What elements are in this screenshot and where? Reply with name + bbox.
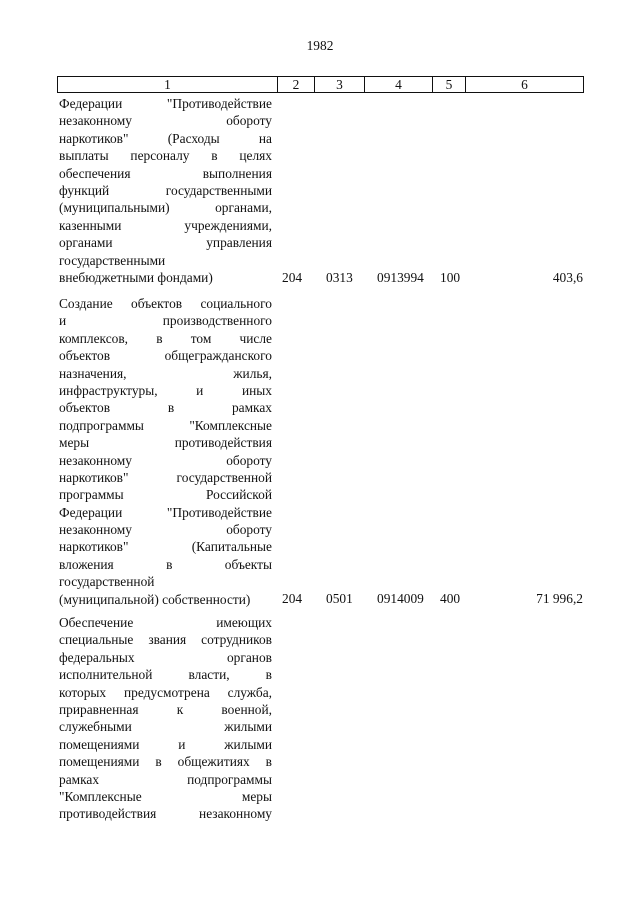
row-2-line: Создание объектов социального (59, 296, 272, 311)
header-col-3: 3 (315, 77, 365, 92)
row-1-line: Федерации "Противодействие (59, 96, 272, 111)
row-2-col-4: 0914009 (377, 591, 424, 606)
row-2-line: меры противодействия (59, 435, 272, 451)
row-3-line: "Комплексные меры (59, 788, 272, 804)
row-1-col-4: 0913994 (377, 270, 424, 285)
row-3-line: Обеспечение имеющих (59, 615, 272, 630)
row-1-line: (муниципальными) органами, (59, 200, 272, 216)
row-1-line: государственными (59, 252, 166, 268)
row-1-line: обеспечения выполнения (59, 165, 272, 181)
row-2-col-2: 204 (282, 591, 303, 606)
row-2-col-5: 400 (440, 591, 461, 606)
row-1-line: наркотиков" (Расходы на (59, 130, 272, 146)
row-3-line: приравненная к военной, (59, 701, 272, 717)
row-1-line: внебюджетными фондами) (59, 269, 213, 285)
header-col-2: 2 (278, 77, 315, 92)
row-1-col-3: 0313 (326, 270, 353, 285)
row-1-line: органами управления (59, 235, 272, 251)
row-3-line: помещениями в общежитиях в (59, 754, 272, 770)
row-3-line: служебными жилыми (59, 719, 272, 735)
row-2-col-3: 0501 (326, 591, 353, 606)
row-2-col-6: 71 996,2 (536, 591, 583, 606)
row-2-line: государственной (59, 574, 155, 590)
row-2-line: подпрограммы "Комплексные (59, 417, 272, 433)
row-2-line: (муниципальной) собственности) (59, 591, 251, 607)
row-2-line: объектов в рамках (59, 400, 272, 416)
header-col-1: 1 (58, 77, 278, 92)
row-3-line: федеральных органов (59, 649, 272, 665)
table-header-row (57, 76, 584, 93)
row-1-line: незаконному обороту (59, 113, 272, 129)
row-2-line: незаконному обороту (59, 522, 272, 538)
row-2-description (59, 295, 272, 608)
row-2-line: объектов общегражданского (59, 348, 272, 364)
row-1-col-2: 204 (282, 270, 303, 285)
row-3-line: помещениями и жилыми (59, 736, 272, 752)
row-3-line: рамках подпрограммы (59, 771, 272, 787)
header-col-6: 6 (521, 77, 528, 92)
row-3-line: исполнительной власти, в (59, 667, 272, 683)
page-number: 1982 (306, 38, 334, 53)
row-2-line: наркотиков" государственной (59, 469, 272, 485)
header-col-4: 4 (365, 77, 433, 92)
row-2-line: назначения, жилья, (59, 365, 272, 381)
row-1-line: выплаты персоналу в целях (59, 148, 272, 164)
row-2-line: и производственного (59, 313, 272, 329)
row-3-line: специальные звания сотрудников (59, 632, 272, 648)
row-1-col-6: 403,6 (552, 270, 583, 285)
row-1-line: функций государственными (59, 182, 272, 198)
row-2-line: программы Российской (59, 487, 272, 503)
row-3-line: которых предусмотрена служба, (59, 684, 272, 700)
row-2-line: незаконному обороту (59, 452, 272, 468)
row-1-description (59, 95, 272, 286)
row-1-line: казенными учреждениями, (59, 217, 272, 233)
row-2-line: инфраструктуры, и иных (59, 382, 272, 398)
row-1-col-5: 100 (440, 270, 461, 285)
row-2-line: комплексов, в том числе (59, 330, 272, 346)
header-col-5: 5 (433, 77, 466, 92)
row-2-line: Федерации "Противодействие (59, 504, 272, 520)
row-3-description (59, 614, 272, 823)
row-2-line: вложения в объекты (59, 556, 272, 572)
row-2-line: наркотиков" (Капитальные (59, 539, 272, 555)
row-3-line: противодействия незаконному (59, 806, 272, 822)
